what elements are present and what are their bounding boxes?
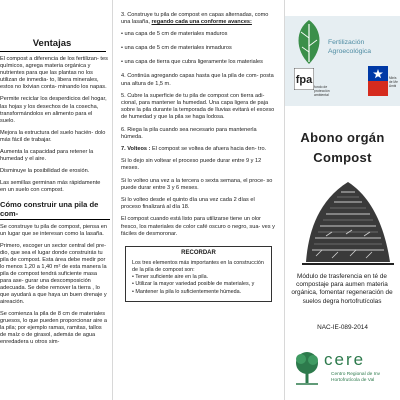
ministry-caption-line: de Me bbox=[389, 80, 398, 84]
build-step-1-text: Primero, escoger un sector central del pre- dio, que sea el lugar donde construirás tu pila de compost. Esta área debe medir por lo menos 1,20 a 1,40 m² de esta manera la pila de compost tendrá suficiente masa para ase- gurar una descomposición adecuada. Se debe remover la tierra , lo que ayudará a que haya un buen drenaje y aireación. bbox=[0, 242, 107, 305]
compost-pile-illustration bbox=[302, 176, 394, 268]
advantage-item: Mejora la estructura del suelo hacién- dolo más fácil de trabajar. bbox=[0, 129, 106, 143]
step-3-text: 3. Construye tu pila de compost en capas alternadas, como una lasaña, bbox=[121, 12, 269, 26]
svg-text:fpa: fpa bbox=[295, 74, 313, 86]
advantage-item: El compost a diferencia de los fertilizan- tes químicos, agrega materia orgánica y nutrientes para que las plantas no los utilizan de inmedia- to, libera minerales, estos no lixivian conta- minando los napas. bbox=[0, 56, 108, 91]
ministry-caption-line: Ambi bbox=[389, 84, 397, 88]
step-7-label: 7. Volteos : bbox=[121, 146, 151, 153]
panel-advantages bbox=[0, 0, 113, 400]
ministry-caption bbox=[389, 76, 398, 88]
build-step-2-text: Se comienza la pila de 8 cm de materiales gruesos, lo que pueden proporcionar aire a la pila; por ejemplo ramas, ramitas, tallos de maíz o de girasol, además de agua enredadera u otros sim- bbox=[0, 310, 107, 345]
layer-item: • una capa de 5 cm de materiales inmaduros bbox=[121, 45, 232, 52]
cere-wordmark: cere bbox=[324, 350, 366, 369]
step-5: 5. Cubre la superficie de tu pila de compost con tierra adi- cional, para mantener la humedad. Una capa ligera de paja sobre la pila durante la temporada de lluvias evitará el exceso de humedad y que la pila se haga lodosa. bbox=[121, 92, 275, 121]
program-label bbox=[328, 38, 371, 56]
advantages-list bbox=[0, 56, 112, 195]
fpa-caption-line: fondo de bbox=[314, 85, 328, 89]
fpa-caption bbox=[314, 85, 330, 97]
turning-option-weekly: Si lo volteo una vez a la tercera o sexta semana, el proce- so puede durar entre 3 y 6 meses. bbox=[121, 177, 273, 191]
layer-item: • una capa de tierra que cubra ligeramente los materiales bbox=[121, 59, 263, 66]
remember-box bbox=[125, 246, 272, 302]
panel-steps bbox=[113, 0, 285, 400]
ready-compost-text: El compost cuando está listo para utilizarse tiene un olor fresco, los materiales de color café oscuro o negro, sua- ves y fáciles de desmoronar. bbox=[121, 216, 275, 237]
build-pile-heading: Cómo construir una pila de com- bbox=[0, 200, 110, 220]
program-label-line: Fertilización bbox=[328, 39, 365, 46]
module-description: Módulo de trasferencia en té de compostaje para aumen materia orgánica, fomentar regeneración de suelos degra hortofrutícolas bbox=[291, 273, 393, 305]
turning-option-frequent: Si lo volteo desde el quinto día una vez cada 2 días el proceso finalizará al día 18. bbox=[121, 197, 255, 211]
remember-item: • Tener suficiente aire en la pila. bbox=[132, 273, 209, 280]
remember-item: • Mantener la pila lo suficientemente húmeda. bbox=[132, 289, 242, 296]
step-3 bbox=[121, 12, 276, 26]
remember-item: • Utilizar la mayor variedad posible de materiales, y bbox=[132, 281, 255, 288]
remember-intro: Los tres elementos más importantes en la construcción de la pila de compost son: bbox=[132, 260, 264, 273]
advantages-title: Ventajas bbox=[0, 38, 106, 52]
build-intro-text: Se construye tu pila de compost, piensa en un lugar que se interesan como la lasaña. bbox=[0, 223, 107, 237]
ministry-caption-line: Minis bbox=[389, 76, 397, 80]
advantage-item: Disminuye la posibilidad de erosión. bbox=[0, 168, 90, 175]
step-7 bbox=[121, 146, 276, 153]
cere-full-name-line: Centro Regional de Inv bbox=[331, 372, 381, 377]
cover-title-line-1: Abono orgán bbox=[300, 130, 385, 145]
cere-full-name bbox=[331, 372, 380, 384]
remember-title: RECORDAR bbox=[181, 250, 216, 257]
panel-cover bbox=[285, 0, 400, 400]
step-3-emphasis: regando cada una conforme avances: bbox=[151, 19, 252, 26]
advantage-item: Aumenta la capacidad para retener la humedad y el aire. bbox=[0, 149, 94, 163]
advantage-item: Las semillas germinan más rápidamente en un suelo con compost. bbox=[0, 180, 101, 194]
cere-tree-logo-icon bbox=[292, 349, 322, 387]
advantage-item: Permite reciclar los desperdicios del hogar, las hojas y los desechos de la cosecha, transformándolos en alimento para el suelo. bbox=[0, 96, 107, 124]
step-6: 6. Riega la pila cuando sea necesario para mantenerla húmeda. bbox=[121, 126, 257, 140]
turning-option-none: Si lo dejo sin voltear el proceso puede durar entre 9 y 12 meses. bbox=[121, 158, 262, 172]
layer-item: • una capa de 5 cm de materiales maduros bbox=[121, 31, 228, 38]
program-label-line: Agroecológica bbox=[328, 48, 372, 55]
cere-full-name-line: Hortofrutícola de Val bbox=[331, 378, 375, 383]
cover-title-line-2: Compost bbox=[313, 150, 372, 165]
project-code: NAC-IE-089-2014 bbox=[317, 324, 368, 331]
fpa-caption-line: protección bbox=[314, 89, 330, 93]
leaf-logo-icon bbox=[291, 18, 327, 66]
step-4: 4. Continúa agregando capas hasta que la pila de com- posta una altura de 1,5 m. bbox=[121, 73, 274, 87]
fpa-logo-icon bbox=[294, 68, 314, 90]
fpa-caption-line: ambiental bbox=[314, 93, 329, 97]
step-7-text: El compost se voltea de afuera hacia den- tro. bbox=[152, 146, 267, 153]
